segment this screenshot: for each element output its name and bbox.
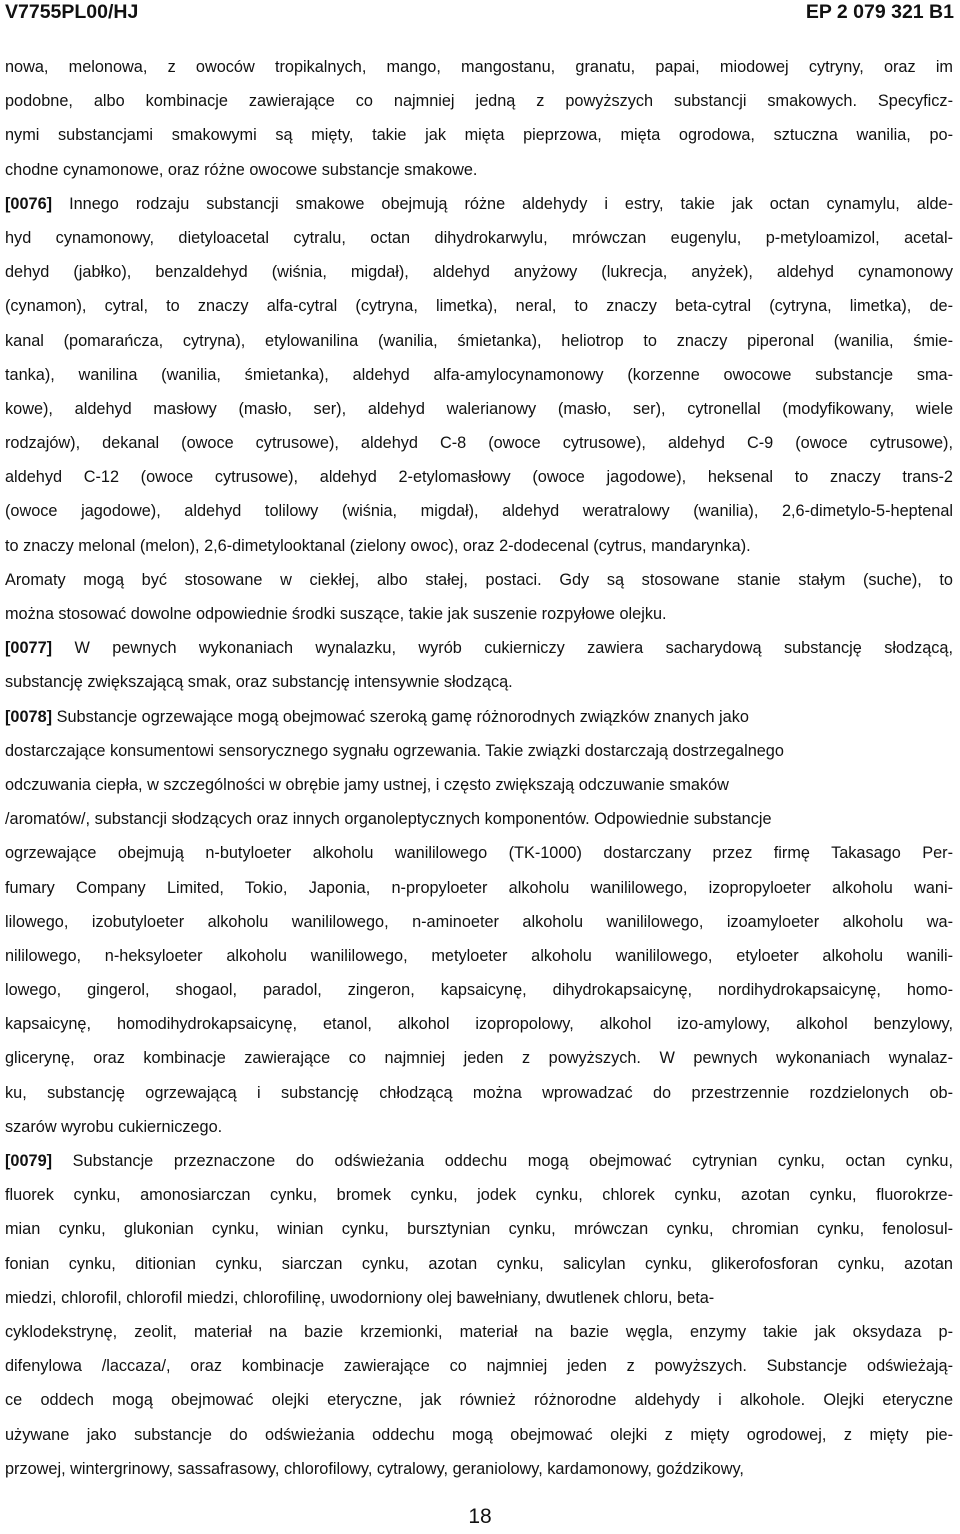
line-text: nililowego, n-heksyloeter alkoholu wanililowego, metyloeter alkoholu wanililowego, etyloeter alkoholu wanili- — [5, 946, 953, 965]
text-line — [5, 597, 953, 631]
line-text: lilowego, izobutyloeter alkoholu wanililowego, n-aminoeter alkoholu wanililowego, izoamyloeter alkoholu wa- — [5, 912, 953, 931]
text-line — [5, 939, 953, 973]
text-line — [5, 84, 953, 118]
line-text: W pewnych wykonaniach wynalazku, wyrób cukierniczy zawiera sacharydową substancję słodzącą, — [52, 639, 953, 658]
text-line — [5, 1247, 953, 1281]
paragraph-start-line — [5, 187, 953, 221]
line-text: to znaczy melonal (melon), 2,6-dimetylooktanal (zielony owoc), oraz 2-dodecenal (cytrus, mandarynka). — [5, 536, 751, 555]
text-line — [5, 768, 953, 802]
text-line — [5, 1281, 953, 1315]
line-text: lowego, gingerol, shogaol, paradol, zingeron, kapsaicynę, dihydrokapsaicynę, nordihydrokapsaicynę, homo- — [5, 981, 953, 1000]
line-text: Aromaty mogą być stosowane w ciekłej, albo stałej, postaci. Gdy są stosowane stanie stałym (suche), to — [5, 570, 953, 589]
paragraph-number: [0079] — [5, 1152, 53, 1170]
patent-number: EP 2 079 321 B1 — [805, 1, 954, 23]
paragraph-number: [0077] — [5, 639, 53, 658]
line-text: Substancje ogrzewające mogą obejmować szeroką gamę różnorodnych związków znanych jako — [52, 707, 749, 726]
paragraph-start-line — [5, 1144, 953, 1178]
text-line — [5, 665, 953, 699]
text-line — [5, 1110, 953, 1144]
line-text: można stosować dowolne odpowiednie środki suszące, takie jak suszenie rozpyłowe olejku. — [5, 605, 667, 623]
paragraph-start-line — [5, 700, 953, 734]
line-text: ce oddech mogą obejmować olejki eteryczne, jak również różnorodne aldehydy i alkohole. Olejki eteryczne — [5, 1391, 953, 1410]
text-line — [5, 153, 953, 187]
line-text: przowej, wintergrinowy, sassafrasowy, chlorofilowy, cytralowy, geraniolowy, kardamonowy, goździkowy, — [5, 1459, 744, 1478]
line-text: nowa, melonowa, z owoców tropikalnych, mango, mangostanu, granatu, papai, miodowej cytryny, oraz im — [5, 58, 953, 76]
paragraph-start-line — [5, 631, 953, 665]
page-header — [0, 0, 960, 28]
text-line — [5, 563, 953, 597]
line-text: Innego rodzaju substancji smakowe obejmują różne aldehydy i estry, takie jak octan cynamylu, alde- — [52, 194, 953, 213]
text-line — [5, 255, 953, 289]
text-line — [5, 50, 953, 84]
line-text: kowe), aldehyd masłowy (masło, ser), aldehyd walerianowy (masło, ser), cytronellal (modyfikowany, wiele — [5, 399, 953, 418]
line-text: cyklodekstrynę, zeolit, materiał na bazie krzemionki, materiał na bazie węgla, enzymy takie jak oksydaza p- — [5, 1322, 953, 1341]
text-line — [5, 905, 953, 939]
line-text: szarów wyrobu cukierniczego. — [5, 1117, 223, 1136]
line-text: rodzajów), dekanal (owoce cytrusowe), aldehyd C-8 (owoce cytrusowe), aldehyd C-9 (owoce cytrusowe), — [5, 434, 953, 453]
line-text: miedzi, chlorofil, chlorofil miedzi, chlorofilinę, uwodorniony olej bawełniany, dwutlenek chloru, beta- — [5, 1288, 715, 1307]
text-line — [5, 1383, 953, 1417]
line-text: ku, substancję ogrzewającą i substancję chłodzącą można wprowadzać do przestrzennie rozdzielonych ob- — [5, 1083, 953, 1102]
text-line — [5, 221, 953, 255]
text-line — [5, 836, 953, 870]
document-reference: V7755PL00/HJ — [5, 1, 139, 23]
line-text: kanal (pomarańcza, cytryna), etylowanilina (wanilia, śmietanka), heliotrop to znaczy piperonal (wanilia, śmie- — [5, 331, 953, 350]
line-text: dehyd (jabłko), benzaldehyd (wiśnia, migdał), aldehyd anyżowy (lukrecja, anyżek), aldehyd cynamonowy — [5, 263, 953, 282]
text-line — [5, 734, 953, 768]
text-line — [5, 1178, 953, 1212]
line-text: odczuwania ciepła, w szczególności w obrębie jamy ustnej, i często zwiększają odczuwanie smaków — [5, 775, 729, 794]
text-line — [5, 1418, 953, 1452]
line-text: (owoce jagodowe), aldehyd tolilowy (wiśnia, migdał), aldehyd weratralowy (wanilia), 2,6-dimetylo-5-heptenal — [5, 502, 953, 521]
line-text: aldehyd C-12 (owoce cytrusowe), aldehyd 2-etylomasłowy (owoce jagodowe), heksenal to znaczy trans-2 — [5, 468, 953, 487]
line-text: kapsaicynę, homodihydrokapsaicynę, etanol, alkohol izopropolowy, alkohol izo-amylowy, alkohol benzylowy, — [5, 1015, 953, 1034]
line-text: hyd cynamonowy, dietyloacetal cytralu, octan dihydrokarwylu, mrówczan eugenylu, p-metyloamizol, acetal- — [5, 228, 953, 247]
text-line — [5, 1349, 953, 1383]
text-line — [5, 494, 953, 528]
line-text: mian cynku, glukonian cynku, winian cynku, bursztynian cynku, mrówczan cynku, chromian cynku, fenolosul- — [5, 1220, 953, 1239]
document-body — [5, 50, 953, 1486]
text-line — [5, 529, 953, 563]
text-line — [5, 289, 953, 323]
line-text: dostarczające konsumentowi sensorycznego sygnału ogrzewania. Takie związki dostarczają dostrzegalnego — [5, 741, 784, 760]
text-line — [5, 460, 953, 494]
line-text: fluorek cynku, amonosiarczan cynku, bromek cynku, jodek cynku, chlorek cynku, azotan cynku, fluorokrze- — [5, 1186, 953, 1205]
text-line — [5, 426, 953, 460]
line-text: fumary Company Limited, Tokio, Japonia, n-propyloeter alkoholu wanililowego, izopropyloeter alkoholu wani- — [5, 878, 953, 897]
line-text: (cynamon), cytral, to znaczy alfa-cytral (cytryna, limetka), neral, to znaczy beta-cytral (cytryna, limetka), de- — [5, 297, 953, 316]
line-text: chodne cynamonowe, oraz różne owocowe substancje smakowe. — [5, 160, 478, 179]
line-text: substancję zwiększającą smak, oraz substancję intensywnie słodzącą. — [5, 673, 513, 692]
paragraph-number: [0076] — [5, 194, 53, 213]
paragraph-number: [0078] — [5, 707, 53, 726]
line-text: nymi substancjami smakowymi są mięty, takie jak mięta pieprzowa, mięta ogrodowa, sztuczna wanilia, po- — [5, 126, 953, 145]
line-text: glicerynę, oraz kombinacje zawierające co najmniej jeden z powyższych. W pewnych wykonaniach wynalaz- — [5, 1049, 953, 1068]
text-line — [5, 1076, 953, 1110]
text-line — [5, 973, 953, 1007]
text-line — [5, 1315, 953, 1349]
text-line — [5, 1452, 953, 1486]
text-line — [5, 871, 953, 905]
page-number: 18 — [468, 1505, 492, 1528]
text-line — [5, 1212, 953, 1246]
text-line — [5, 324, 953, 358]
line-text: używane jako substancje do odświeżania oddechu mogą obejmować olejki z mięty ogrodowej, z mięty pie- — [5, 1425, 953, 1444]
text-line — [5, 358, 953, 392]
text-line — [5, 392, 953, 426]
text-line — [5, 1041, 953, 1075]
line-text: ogrzewające obejmują n-butyloeter alkoholu wanililowego (TK-1000) dostarczany przez firmę Takasago Per- — [5, 844, 953, 863]
text-line — [5, 118, 953, 152]
line-text: podobne, albo kombinacje zawierające co najmniej jedną z powyższych substancji smakowych. Specyficz- — [5, 92, 953, 111]
line-text: fonian cynku, ditionian cynku, siarczan cynku, azotan cynku, salicylan cynku, glikerofosforan cynku, azotan — [5, 1254, 953, 1273]
line-text: Substancje przeznaczone do odświeżania oddechu mogą obejmować cytrynian cynku, octan cynku, — [52, 1152, 953, 1170]
line-text: tanka), wanilina (wanilia, śmietanka), aldehyd alfa-amylocynamonowy (korzenne owocowe substancje sma- — [5, 365, 953, 384]
text-line — [5, 1007, 953, 1041]
line-text: /aromatów/, substancji słodzących oraz innych organoleptycznych komponentów. Odpowiednie substancje — [5, 810, 772, 829]
line-text: difenylowa /laccaza/, oraz kombinacje zawierające co najmniej jeden z powyższych. Substancje odświeżają- — [5, 1357, 953, 1376]
text-line — [5, 802, 953, 836]
